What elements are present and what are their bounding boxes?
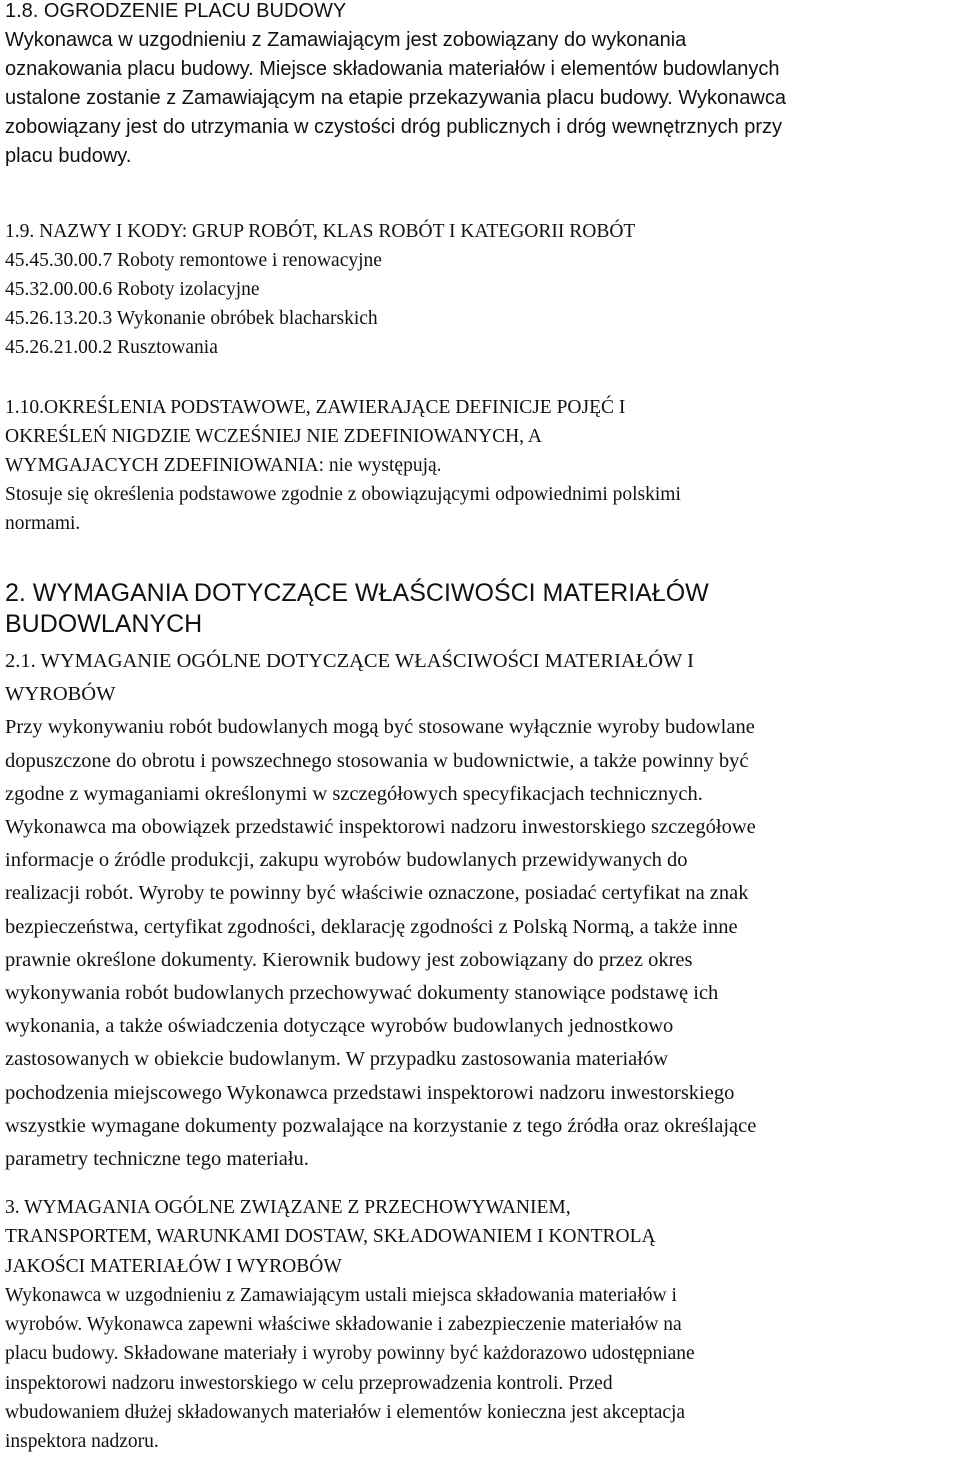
section-heading-line: JAKOŚCI MATERIAŁÓW I WYROBÓW [5,1255,342,1277]
section-heading: 1.9. NAZWY I KODY: GRUP ROBÓT, KLAS ROBÓT I KATEGORII ROBÓT [5,221,636,242]
section-1-9 [5,217,635,362]
paragraph-line: oznakowania placu budowy. Miejsce składowania materiałów i elementów budowlanych [5,58,780,80]
paragraph-line: inspektorowi nadzoru inwestorskiego w celu przeprowadzenia kontroli. Przed [5,1372,613,1394]
paragraph-line: wszystkie wymagane dokumenty pozwalające na korzystanie z tego źródła oraz określające [5,1114,757,1137]
section-1-8 [5,0,786,171]
paragraph-line: Wykonawca w uzgodnieniu z Zamawiającym ustali miejsca składowania materiałów i [5,1284,677,1306]
section-heading-line: OKREŚLEŃ NIGDZIE WCZEŚNIEJ NIE ZDEFINIOWANYCH, A [5,426,542,447]
paragraph-line: wbudowaniem dłużej składowanych materiałów i elementów konieczna jest akceptacja [5,1402,686,1424]
section-heading: 1.8. OGRODZENIE PLACU BUDOWY [5,0,347,22]
paragraph-line: ustalone zostanie z Zamawiającym na etapie przekazywania placu budowy. Wykonawca [5,87,786,109]
paragraph-line: Wykonawca w uzgodnieniu z Zamawiającym jest zobowiązany do wykonania [5,29,687,51]
paragraph-line: bezpieczeństwa, certyfikat zgodności, deklarację zgodności z Polską Normą, a także inne [5,915,738,938]
paragraph-line: zgodne z wymaganiami określonymi w szczegółowych specyfikacjach technicznych. [5,782,703,805]
section-heading-line: WYROBÓW [5,683,116,706]
paragraph-line: Przy wykonywaniu robót budowlanych mogą być stosowane wyłącznie wyroby budowlane [5,716,755,739]
paragraph-line: wykonywania robót budowlanych przechowywać dokumenty stanowiące podstawę ich [5,982,719,1005]
paragraph-line: prawnie określone dokumenty. Kierownik budowy jest zobowiązany do przez okres [5,948,693,971]
paragraph-line: inspektora nadzoru. [5,1431,159,1453]
section-heading-line: 3. WYMAGANIA OGÓLNE ZWIĄZANE Z PRZECHOWYWANIEM, [5,1197,571,1218]
paragraph-line: zobowiązany jest do utrzymania w czystości dróg publicznych i dróg wewnętrznych przy [5,116,783,138]
section-heading-line: BUDOWLANYCH [5,610,203,638]
code-line: 45.26.21.00.2 Rusztowania [5,337,218,358]
section-heading-line: 2. WYMAGANIA DOTYCZĄCE WŁAŚCIWOŚCI MATERIAŁÓW [5,579,709,607]
paragraph-line: pochodzenia miejscowego Wykonawca przedstawi inspektorowi nadzoru inwestorskiego [5,1081,735,1104]
code-line: 45.26.13.20.3 Wykonanie obróbek blacharskich [5,308,378,329]
paragraph-line: placu budowy. [5,145,132,167]
section-2-1 [5,645,756,1176]
section-heading-line: 2.1. WYMAGANIE OGÓLNE DOTYCZĄCE WŁAŚCIWOŚCI MATERIAŁÓW I [5,650,694,672]
paragraph-line: dopuszczone do obrotu i powszechnego stosowania w budownictwie, a także powinny być [5,749,749,772]
paragraph-line: Wykonawca ma obowiązek przedstawić inspektorowi nadzoru inwestorskiego szczegółowe [5,816,756,839]
section-3 [5,1193,695,1457]
paragraph-line: normami. [5,513,81,534]
paragraph-line: informacje o źródle produkcji, zakupu wyrobów budowlanych przewidywanych do [5,849,688,872]
paragraph-line: placu budowy. Składowane materiały i wyroby powinny być każdorazowo udostępniane [5,1343,695,1365]
paragraph-line: wyrobów. Wykonawca zapewni właściwe składowanie i zabezpieczenie materiałów na [5,1314,682,1336]
section-1-10 [5,393,681,538]
section-heading-line: 1.10.OKREŚLENIA PODSTAWOWE, ZAWIERAJĄCE DEFINICJE POJĘĆ I [5,397,626,418]
paragraph-line: zastosowanych w obiekcie budowlanym. W przypadku zastosowania materiałów [5,1048,669,1071]
section-2 [5,578,709,640]
section-heading-line: WYMGAJACYCH ZDEFINIOWANIA: nie występują. [5,455,442,476]
code-line: 45.32.00.00.6 Roboty izolacyjne [5,279,260,300]
paragraph-line: Stosuje się określenia podstawowe zgodnie z obowiązującymi odpowiednimi polskimi [5,484,681,505]
section-heading-line: TRANSPORTEM, WARUNKAMI DOSTAW, SKŁADOWANIEM I KONTROLĄ [5,1226,656,1248]
paragraph-line: realizacji robót. Wyroby te powinny być właściwie oznaczone, posiadać certyfikat na znak [5,882,749,905]
paragraph-line: parametry techniczne tego materiału. [5,1148,309,1171]
code-line: 45.45.30.00.7 Roboty remontowe i renowacyjne [5,250,382,271]
paragraph-line: wykonania, a także oświadczenia dotyczące wyrobów budowlanych jednostkowo [5,1015,674,1038]
